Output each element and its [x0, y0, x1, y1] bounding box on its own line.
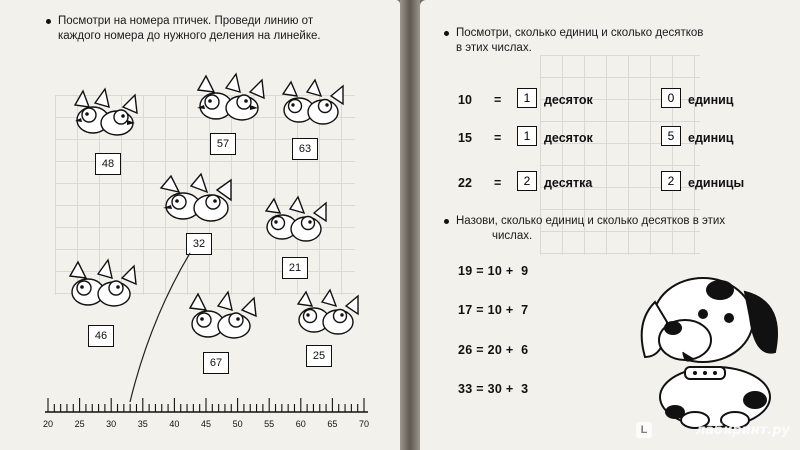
bird-number-tag: 67	[203, 352, 229, 374]
sum-row: 26 = 20 + 6	[458, 343, 529, 357]
task2-line-1: Назови, сколько единиц и сколько десятков в этих	[456, 215, 726, 227]
ruler-tick-label: 25	[74, 419, 85, 429]
tens-box[interactable]: 1	[517, 126, 537, 146]
ones-box[interactable]: 0	[661, 88, 681, 108]
bird-number-tag: 25	[306, 345, 332, 367]
bird-number-tag: 46	[88, 325, 114, 347]
bullet-icon	[444, 219, 449, 224]
task1-instruction	[456, 26, 796, 56]
ruler-tick-label: 70	[358, 419, 370, 429]
ruler-tick-label: 65	[327, 419, 338, 429]
bird-number-tag: 57	[210, 133, 236, 155]
ones-box[interactable]: 2	[661, 171, 681, 191]
bird-number-tag: 32	[186, 233, 212, 255]
bird-number-tag: 21	[282, 257, 308, 279]
watermark: лабиринт.ру	[695, 423, 790, 438]
tens-box[interactable]: 1	[517, 88, 537, 108]
task1-line-1: Посмотри, сколько единиц и сколько десятков	[456, 27, 704, 39]
bird-number-tag: 63	[292, 138, 318, 160]
dog-illustration-icon	[625, 262, 800, 432]
task2-line-2: числах.	[492, 230, 533, 242]
ruler-tick-label: 40	[169, 419, 180, 429]
bird-number-tag: 48	[95, 153, 121, 175]
ruler-tick-label: 20	[42, 419, 54, 429]
row-number: 10	[458, 93, 472, 107]
instruction-line-1: Посмотри на номера птичек. Проведи линию от	[58, 15, 314, 27]
ruler-tick-label: 55	[264, 419, 275, 429]
ruler-tick-label: 60	[295, 419, 306, 429]
sum-row: 33 = 30 + 3	[458, 382, 529, 396]
right-page	[420, 0, 800, 450]
tens-word: десяток	[544, 131, 593, 145]
ones-word: единиц	[688, 131, 734, 145]
ones-box[interactable]: 5	[661, 126, 681, 146]
ruler-tick-label: 45	[200, 419, 212, 429]
row-equals: =	[494, 93, 502, 107]
tens-box[interactable]: 2	[517, 171, 537, 191]
task1-line-2: в этих числах.	[456, 42, 532, 54]
row-equals: =	[494, 131, 502, 145]
ruler-tick-label: 35	[137, 419, 148, 429]
ruler-tick-label: 30	[106, 419, 117, 429]
row-number: 15	[458, 131, 472, 145]
task2-instruction	[456, 214, 796, 244]
sum-row: 17 = 10 + 7	[458, 303, 529, 317]
row-number: 22	[458, 176, 472, 190]
bullet-icon	[444, 31, 449, 36]
tens-word: десяток	[544, 93, 593, 107]
row-equals: =	[494, 176, 502, 190]
instruction-line-2: каждого номера до нужного деления на линейке.	[58, 30, 321, 42]
book-spine	[400, 0, 420, 450]
ruler-tick-label: 50	[232, 419, 243, 429]
sum-row: 19 = 10 + 9	[458, 264, 529, 278]
watermark-logo-icon: L	[636, 422, 652, 438]
ones-word: единиц	[688, 93, 734, 107]
tens-word: десятка	[544, 176, 593, 190]
ones-word: единицы	[688, 176, 745, 190]
